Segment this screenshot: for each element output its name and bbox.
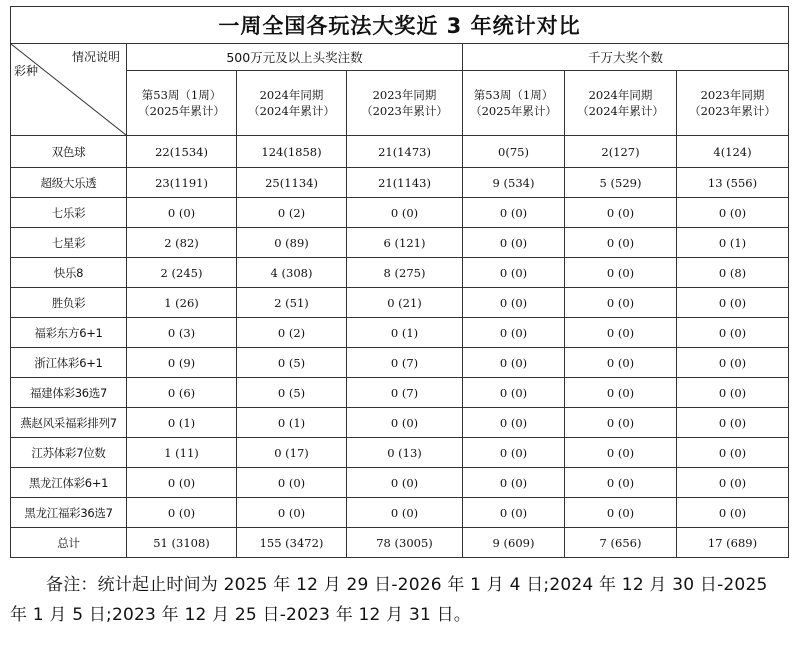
table-row	[11, 258, 789, 288]
lottery-name-cell: 福建体彩36选7	[11, 378, 127, 408]
column-header-line: （2025年累计）	[470, 104, 557, 118]
value-cell: 78 (3005)	[347, 528, 463, 558]
value-cell: 0 (0)	[347, 198, 463, 228]
table-row	[11, 348, 789, 378]
value-cell: 7 (656)	[565, 528, 677, 558]
lottery-name-cell: 江苏体彩7位数	[11, 438, 127, 468]
value-cell: 0 (0)	[677, 198, 789, 228]
column-header-line: （2024年累计）	[577, 104, 664, 118]
table-row	[11, 318, 789, 348]
value-cell: 0 (0)	[677, 288, 789, 318]
column-header-1	[127, 71, 237, 136]
column-header-line: 第53周（1周）	[141, 88, 222, 102]
column-header-line: 2023年同期	[372, 88, 437, 102]
value-cell: 0 (0)	[347, 468, 463, 498]
value-cell: 23(1191)	[127, 168, 237, 198]
value-cell: 124(1858)	[237, 136, 347, 168]
column-header-5	[565, 71, 677, 136]
document	[10, 6, 788, 630]
column-header-line: （2024年累计）	[248, 104, 335, 118]
column-header-line: 第53周（1周）	[473, 88, 554, 102]
corner-top-label: 情况说明	[71, 50, 120, 64]
value-cell: 2 (82)	[127, 228, 237, 258]
value-cell: 0 (0)	[463, 348, 565, 378]
value-cell: 0 (5)	[237, 378, 347, 408]
footnote: 备注：统计起止时间为 2025 年 12 月 29 日-2026 年 1 月 4 日;2024 年 12 月 30 日-2025 年 1 月 5 日;2023 年 12 月 25 日-2023 年 12 月 31 日。	[10, 575, 768, 625]
column-header-row	[11, 71, 789, 136]
value-cell: 0 (0)	[565, 228, 677, 258]
value-cell: 9 (534)	[463, 168, 565, 198]
column-header-line: 2024年同期	[259, 88, 324, 102]
table-title: 一周全国各玩法大奖近 3 年统计对比	[11, 7, 789, 44]
value-cell: 0 (0)	[677, 318, 789, 348]
value-cell: 1 (11)	[127, 438, 237, 468]
value-cell: 0 (0)	[463, 438, 565, 468]
value-cell: 0 (0)	[463, 468, 565, 498]
column-header-6	[677, 71, 789, 136]
value-cell: 0 (0)	[237, 498, 347, 528]
corner-header	[11, 44, 127, 136]
value-cell: 1 (26)	[127, 288, 237, 318]
value-cell: 0 (0)	[565, 318, 677, 348]
value-cell: 0 (0)	[565, 438, 677, 468]
value-cell: 0 (0)	[347, 408, 463, 438]
table-row	[11, 438, 789, 468]
value-cell: 0 (0)	[565, 408, 677, 438]
table-row	[11, 528, 789, 558]
table-row	[11, 168, 789, 198]
value-cell: 6 (121)	[347, 228, 463, 258]
value-cell: 0 (0)	[565, 378, 677, 408]
lottery-name-cell: 黑龙江福彩36选7	[11, 498, 127, 528]
value-cell: 0 (0)	[677, 468, 789, 498]
value-cell: 25(1134)	[237, 168, 347, 198]
value-cell: 0 (0)	[463, 288, 565, 318]
value-cell: 2 (51)	[237, 288, 347, 318]
value-cell: 0 (0)	[677, 438, 789, 468]
value-cell: 8 (275)	[347, 258, 463, 288]
value-cell: 13 (556)	[677, 168, 789, 198]
value-cell: 0 (1)	[127, 408, 237, 438]
value-cell: 51 (3108)	[127, 528, 237, 558]
column-header-3	[347, 71, 463, 136]
value-cell: 0 (0)	[127, 198, 237, 228]
lottery-name-cell: 七星彩	[11, 228, 127, 258]
value-cell: 0 (1)	[237, 408, 347, 438]
value-cell: 0 (0)	[677, 378, 789, 408]
corner-bottom-label: 彩种	[14, 64, 39, 78]
table-row	[11, 468, 789, 498]
value-cell: 0 (0)	[565, 348, 677, 378]
value-cell: 0 (0)	[463, 318, 565, 348]
value-cell: 0 (0)	[463, 258, 565, 288]
value-cell: 9 (609)	[463, 528, 565, 558]
table-row	[11, 408, 789, 438]
value-cell: 0 (7)	[347, 378, 463, 408]
value-cell: 0 (0)	[677, 348, 789, 378]
value-cell: 21(1143)	[347, 168, 463, 198]
value-cell: 2(127)	[565, 136, 677, 168]
table-body	[11, 136, 789, 558]
value-cell: 0 (0)	[127, 498, 237, 528]
value-cell: 0 (0)	[463, 378, 565, 408]
value-cell: 0 (0)	[463, 498, 565, 528]
value-cell: 0 (2)	[237, 198, 347, 228]
value-cell: 5 (529)	[565, 168, 677, 198]
value-cell: 0 (0)	[463, 198, 565, 228]
column-header-line: （2023年累计）	[689, 104, 776, 118]
value-cell: 0 (5)	[237, 348, 347, 378]
value-cell: 0 (7)	[347, 348, 463, 378]
group-header-ten-million: 千万大奖个数	[463, 44, 789, 71]
value-cell: 0 (0)	[347, 498, 463, 528]
value-cell: 0 (0)	[677, 408, 789, 438]
value-cell: 0 (13)	[347, 438, 463, 468]
value-cell: 17 (689)	[677, 528, 789, 558]
value-cell: 0 (0)	[565, 198, 677, 228]
value-cell: 0 (0)	[565, 258, 677, 288]
column-header-4	[463, 71, 565, 136]
table-row	[11, 136, 789, 168]
lottery-name-cell: 胜负彩	[11, 288, 127, 318]
value-cell: 0 (3)	[127, 318, 237, 348]
lottery-name-cell: 燕赵风采福彩排列7	[11, 408, 127, 438]
value-cell: 0 (6)	[127, 378, 237, 408]
value-cell: 0 (0)	[565, 288, 677, 318]
lottery-name-cell: 七乐彩	[11, 198, 127, 228]
column-header-2	[237, 71, 347, 136]
value-cell: 2 (245)	[127, 258, 237, 288]
value-cell: 21(1473)	[347, 136, 463, 168]
column-header-line: （2023年累计）	[361, 104, 448, 118]
value-cell: 0 (0)	[565, 468, 677, 498]
value-cell: 0 (21)	[347, 288, 463, 318]
value-cell: 0 (17)	[237, 438, 347, 468]
value-cell: 0 (2)	[237, 318, 347, 348]
column-header-line: 2024年同期	[588, 88, 653, 102]
lottery-name-cell: 双色球	[11, 136, 127, 168]
value-cell: 0 (0)	[463, 408, 565, 438]
value-cell: 0 (9)	[127, 348, 237, 378]
table-row	[11, 288, 789, 318]
column-header-line: 2023年同期	[700, 88, 765, 102]
lottery-name-cell: 总计	[11, 528, 127, 558]
value-cell: 0(75)	[463, 136, 565, 168]
lottery-name-cell: 浙江体彩6+1	[11, 348, 127, 378]
value-cell: 0 (0)	[463, 228, 565, 258]
lottery-statistics-table	[10, 6, 789, 558]
column-header-line: （2025年累计）	[138, 104, 225, 118]
value-cell: 0 (1)	[347, 318, 463, 348]
table-row	[11, 228, 789, 258]
value-cell: 22(1534)	[127, 136, 237, 168]
value-cell: 0 (89)	[237, 228, 347, 258]
lottery-name-cell: 黑龙江体彩6+1	[11, 468, 127, 498]
table-row	[11, 198, 789, 228]
value-cell: 0 (1)	[677, 228, 789, 258]
value-cell: 0 (8)	[677, 258, 789, 288]
value-cell: 0 (0)	[565, 498, 677, 528]
group-header-jackpot-bets: 500万元及以上头奖注数	[127, 44, 463, 71]
value-cell: 4 (308)	[237, 258, 347, 288]
table-row	[11, 498, 789, 528]
value-cell: 0 (0)	[237, 468, 347, 498]
table-row	[11, 378, 789, 408]
lottery-name-cell: 快乐8	[11, 258, 127, 288]
value-cell: 155 (3472)	[237, 528, 347, 558]
value-cell: 0 (0)	[127, 468, 237, 498]
value-cell: 0 (0)	[677, 498, 789, 528]
value-cell: 4(124)	[677, 136, 789, 168]
lottery-name-cell: 福彩东方6+1	[11, 318, 127, 348]
lottery-name-cell: 超级大乐透	[11, 168, 127, 198]
